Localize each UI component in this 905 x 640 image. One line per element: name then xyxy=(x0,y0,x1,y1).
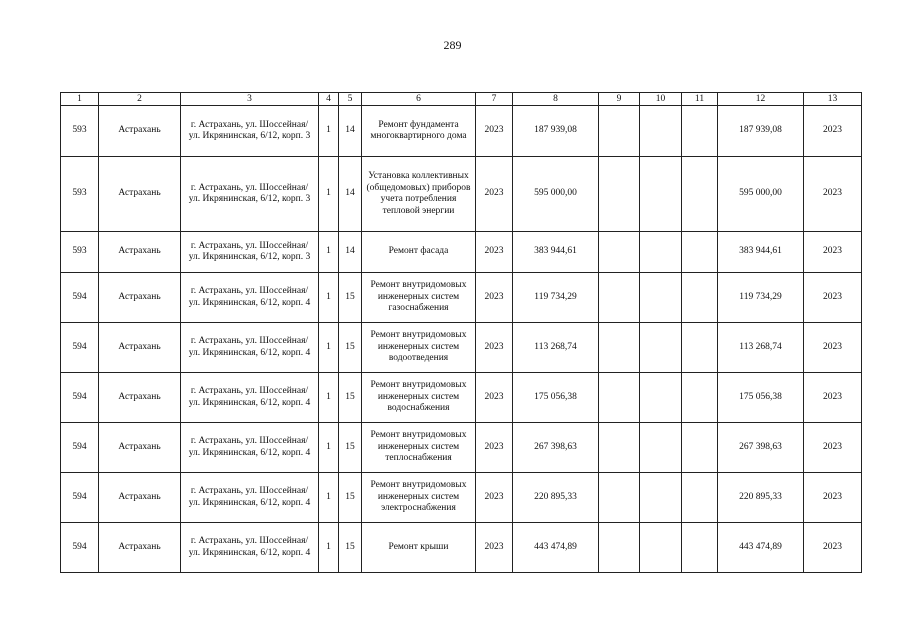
cell-col4: 1 xyxy=(319,232,339,273)
cell-year: 2023 xyxy=(476,323,513,373)
cell-col10 xyxy=(640,323,682,373)
table-row xyxy=(61,232,862,273)
cell-col5: 15 xyxy=(339,373,362,423)
cell-total-cost: 175 056,38 xyxy=(718,373,804,423)
cell-completion-year: 2023 xyxy=(804,157,862,232)
column-header: 12 xyxy=(718,93,804,106)
cell-completion-year: 2023 xyxy=(804,273,862,323)
cell-col10 xyxy=(640,373,682,423)
cell-col5: 14 xyxy=(339,106,362,157)
cell-work-type: Ремонт внутридомовых инженерных систем водоснабжения xyxy=(362,373,476,423)
column-header: 10 xyxy=(640,93,682,106)
cell-col11 xyxy=(682,373,718,423)
cell-municipality: Астрахань xyxy=(99,157,181,232)
cell-cost: 383 944,61 xyxy=(513,232,599,273)
cell-total-cost: 443 474,89 xyxy=(718,523,804,573)
cell-completion-year: 2023 xyxy=(804,323,862,373)
column-header: 9 xyxy=(599,93,640,106)
cell-col9 xyxy=(599,423,640,473)
cell-col11 xyxy=(682,423,718,473)
cell-work-type: Ремонт фундамента многоквартирного дома xyxy=(362,106,476,157)
cell-cost: 187 939,08 xyxy=(513,106,599,157)
cell-year: 2023 xyxy=(476,473,513,523)
cell-year: 2023 xyxy=(476,373,513,423)
cell-work-type: Ремонт крыши xyxy=(362,523,476,573)
cell-total-cost: 220 895,33 xyxy=(718,473,804,523)
cell-col10 xyxy=(640,232,682,273)
cell-total-cost: 187 939,08 xyxy=(718,106,804,157)
cell-work-type: Ремонт фасада xyxy=(362,232,476,273)
cell-col9 xyxy=(599,323,640,373)
cell-col4: 1 xyxy=(319,273,339,323)
cell-col10 xyxy=(640,157,682,232)
column-header: 8 xyxy=(513,93,599,106)
header-row xyxy=(61,93,862,106)
cell-col11 xyxy=(682,232,718,273)
cell-total-cost: 383 944,61 xyxy=(718,232,804,273)
cell-cost: 113 268,74 xyxy=(513,323,599,373)
cell-total-cost: 113 268,74 xyxy=(718,323,804,373)
cell-col5: 15 xyxy=(339,473,362,523)
table-row xyxy=(61,323,862,373)
cell-col9 xyxy=(599,273,640,323)
column-header: 3 xyxy=(181,93,319,106)
column-header: 2 xyxy=(99,93,181,106)
table-row xyxy=(61,273,862,323)
cell-total-cost: 267 398,63 xyxy=(718,423,804,473)
cell-col4: 1 xyxy=(319,473,339,523)
cell-col11 xyxy=(682,323,718,373)
cell-col4: 1 xyxy=(319,423,339,473)
cell-work-type: Ремонт внутридомовых инженерных систем газоснабжения xyxy=(362,273,476,323)
cell-cost: 175 056,38 xyxy=(513,373,599,423)
cell-completion-year: 2023 xyxy=(804,523,862,573)
cell-col10 xyxy=(640,523,682,573)
cell-municipality: Астрахань xyxy=(99,423,181,473)
column-header: 7 xyxy=(476,93,513,106)
cell-work-type: Ремонт внутридомовых инженерных систем электроснабжения xyxy=(362,473,476,523)
cell-municipality: Астрахань xyxy=(99,323,181,373)
cell-cost: 220 895,33 xyxy=(513,473,599,523)
table-body xyxy=(61,106,862,573)
cell-row-number: 593 xyxy=(61,157,99,232)
cell-col11 xyxy=(682,523,718,573)
cell-col9 xyxy=(599,232,640,273)
cell-year: 2023 xyxy=(476,423,513,473)
cell-col5: 14 xyxy=(339,232,362,273)
cell-address: г. Астрахань, ул. Шоссейная/ ул. Икрянинская, 6/12, корп. 4 xyxy=(181,473,319,523)
cell-row-number: 594 xyxy=(61,523,99,573)
cell-col5: 15 xyxy=(339,523,362,573)
cell-completion-year: 2023 xyxy=(804,232,862,273)
cell-year: 2023 xyxy=(476,157,513,232)
cell-col10 xyxy=(640,473,682,523)
repair-schedule-table xyxy=(60,92,862,573)
cell-col11 xyxy=(682,473,718,523)
cell-col10 xyxy=(640,273,682,323)
cell-col11 xyxy=(682,106,718,157)
cell-col5: 15 xyxy=(339,273,362,323)
cell-completion-year: 2023 xyxy=(804,473,862,523)
cell-year: 2023 xyxy=(476,523,513,573)
column-header: 5 xyxy=(339,93,362,106)
column-header: 6 xyxy=(362,93,476,106)
cell-col9 xyxy=(599,373,640,423)
cell-col11 xyxy=(682,273,718,323)
page-number: 289 xyxy=(443,38,462,52)
cell-address: г. Астрахань, ул. Шоссейная/ ул. Икрянинская, 6/12, корп. 4 xyxy=(181,373,319,423)
cell-municipality: Астрахань xyxy=(99,232,181,273)
table-row xyxy=(61,106,862,157)
cell-address: г. Астрахань, ул. Шоссейная/ ул. Икрянинская, 6/12, корп. 3 xyxy=(181,106,319,157)
cell-work-type: Ремонт внутридомовых инженерных систем теплоснабжения xyxy=(362,423,476,473)
table-row xyxy=(61,157,862,232)
cell-col5: 14 xyxy=(339,157,362,232)
cell-col10 xyxy=(640,106,682,157)
cell-row-number: 594 xyxy=(61,323,99,373)
column-header: 1 xyxy=(61,93,99,106)
cell-row-number: 594 xyxy=(61,423,99,473)
cell-address: г. Астрахань, ул. Шоссейная/ ул. Икрянинская, 6/12, корп. 4 xyxy=(181,423,319,473)
cell-col9 xyxy=(599,157,640,232)
cell-total-cost: 119 734,29 xyxy=(718,273,804,323)
cell-col11 xyxy=(682,157,718,232)
cell-col10 xyxy=(640,423,682,473)
cell-row-number: 593 xyxy=(61,232,99,273)
cell-row-number: 594 xyxy=(61,373,99,423)
column-header: 4 xyxy=(319,93,339,106)
cell-address: г. Астрахань, ул. Шоссейная/ ул. Икрянинская, 6/12, корп. 3 xyxy=(181,232,319,273)
cell-completion-year: 2023 xyxy=(804,373,862,423)
cell-row-number: 593 xyxy=(61,106,99,157)
cell-col4: 1 xyxy=(319,523,339,573)
table-row xyxy=(61,523,862,573)
cell-col5: 15 xyxy=(339,323,362,373)
cell-col4: 1 xyxy=(319,106,339,157)
cell-year: 2023 xyxy=(476,106,513,157)
cell-address: г. Астрахань, ул. Шоссейная/ ул. Икрянинская, 6/12, корп. 4 xyxy=(181,323,319,373)
cell-row-number: 594 xyxy=(61,473,99,523)
table-row xyxy=(61,373,862,423)
cell-address: г. Астрахань, ул. Шоссейная/ ул. Икрянинская, 6/12, корп. 3 xyxy=(181,157,319,232)
cell-municipality: Астрахань xyxy=(99,106,181,157)
cell-total-cost: 595 000,00 xyxy=(718,157,804,232)
cell-completion-year: 2023 xyxy=(804,106,862,157)
cell-municipality: Астрахань xyxy=(99,473,181,523)
cell-col4: 1 xyxy=(319,373,339,423)
cell-municipality: Астрахань xyxy=(99,523,181,573)
cell-work-type: Установка коллективных (общедомовых) приборов учета потребления тепловой энергии xyxy=(362,157,476,232)
cell-col9 xyxy=(599,473,640,523)
table-row xyxy=(61,473,862,523)
cell-year: 2023 xyxy=(476,273,513,323)
cell-row-number: 594 xyxy=(61,273,99,323)
cell-cost: 267 398,63 xyxy=(513,423,599,473)
cell-col4: 1 xyxy=(319,157,339,232)
cell-col9 xyxy=(599,523,640,573)
column-header: 13 xyxy=(804,93,862,106)
cell-work-type: Ремонт внутридомовых инженерных систем водоотведения xyxy=(362,323,476,373)
cell-municipality: Астрахань xyxy=(99,373,181,423)
cell-municipality: Астрахань xyxy=(99,273,181,323)
cell-address: г. Астрахань, ул. Шоссейная/ ул. Икрянинская, 6/12, корп. 4 xyxy=(181,273,319,323)
table-row xyxy=(61,423,862,473)
cell-cost: 595 000,00 xyxy=(513,157,599,232)
cell-address: г. Астрахань, ул. Шоссейная/ ул. Икрянинская, 6/12, корп. 4 xyxy=(181,523,319,573)
cell-col4: 1 xyxy=(319,323,339,373)
cell-cost: 443 474,89 xyxy=(513,523,599,573)
cell-completion-year: 2023 xyxy=(804,423,862,473)
cell-cost: 119 734,29 xyxy=(513,273,599,323)
cell-col9 xyxy=(599,106,640,157)
column-header: 11 xyxy=(682,93,718,106)
cell-year: 2023 xyxy=(476,232,513,273)
cell-col5: 15 xyxy=(339,423,362,473)
